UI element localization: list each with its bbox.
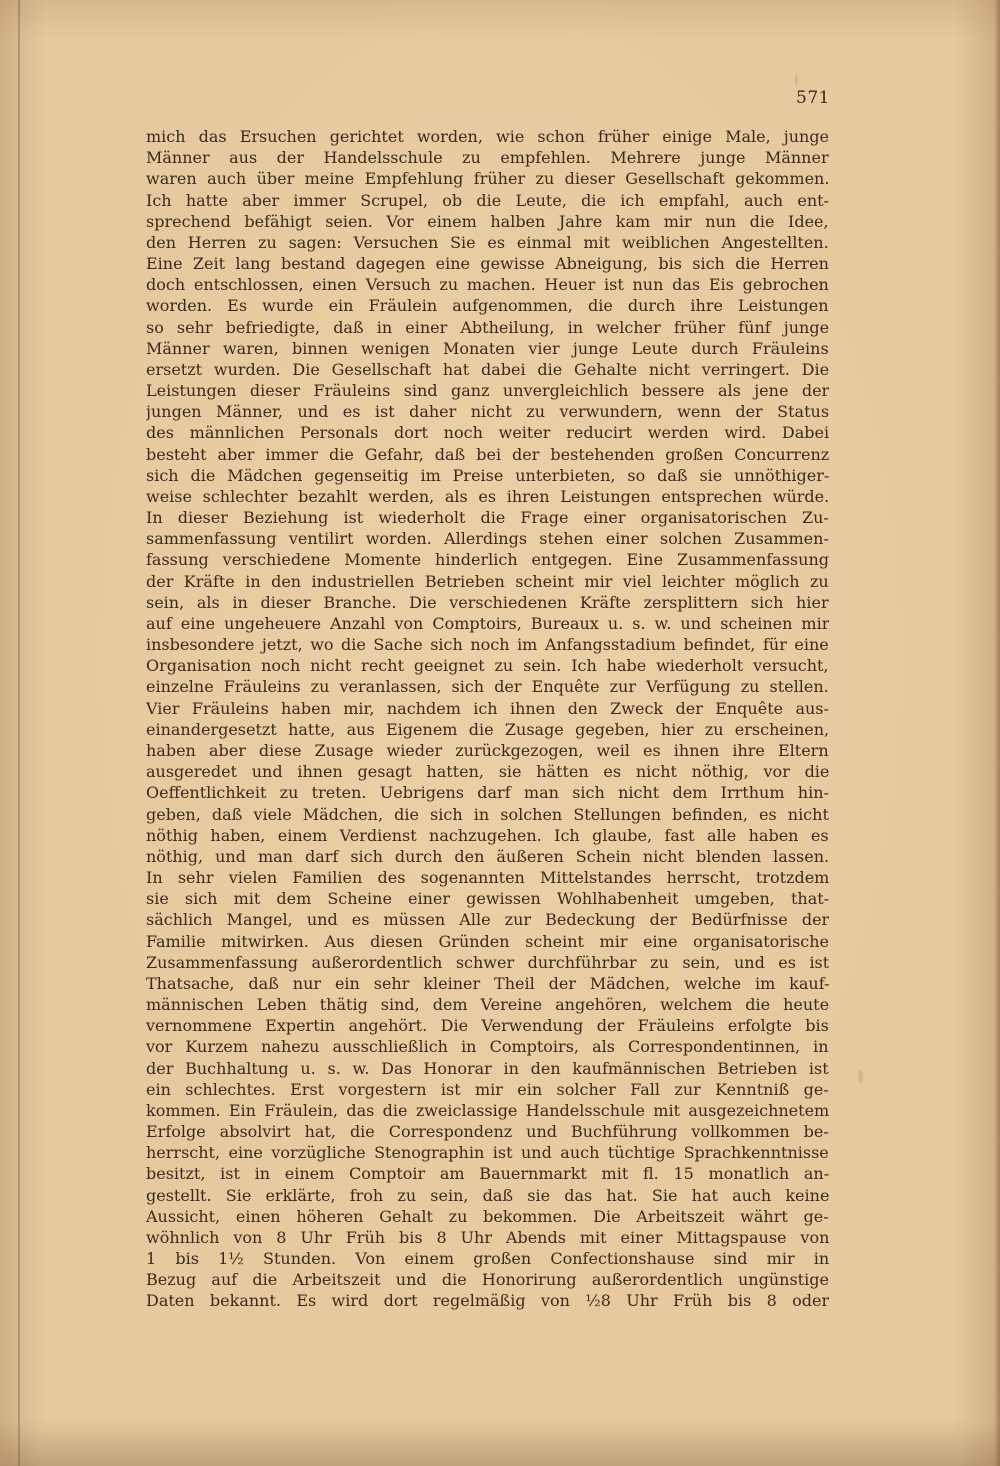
text-line: besteht aber immer die Gefahr, daß bei der bestehenden großen Concurrenz — [146, 444, 829, 464]
text-line: sächlich Mangel, und es müssen Alle zur Bedeckung der Bedürfnisse der — [146, 910, 829, 930]
text-line: der Kräfte in den industriellen Betrieben scheint mir viel leichter möglich zu — [146, 571, 829, 591]
text-line: Leistungen dieser Fräuleins sind ganz unvergleichlich bessere als jene der — [146, 381, 829, 401]
text-line: einandergesetzt hatte, aus Eigenem die Zusage gegeben, hier zu erscheinen, — [146, 719, 829, 739]
text-line: sammenfassung ventilirt worden. Allerdings stehen einer solchen Zusammen- — [146, 529, 829, 549]
text-line: gestellt. Sie erklärte, froh zu sein, daß sie das hat. Sie hat auch keine — [146, 1185, 829, 1205]
text-line: auf eine ungeheuere Anzahl von Comptoirs, Bureaux u. s. w. und scheinen mir — [146, 613, 829, 633]
text-line: Aussicht, einen höheren Gehalt zu bekommen. Die Arbeitszeit währt ge- — [146, 1206, 829, 1226]
text-line: haben aber diese Zusage wieder zurückgezogen, weil es ihnen ihre Eltern — [146, 740, 829, 760]
text-line: waren auch über meine Empfehlung früher zu dieser Gesellschaft gekommen. — [146, 169, 829, 189]
text-line: so sehr befriedigte, daß in einer Abtheilung, in welcher früher fünf junge — [146, 317, 829, 337]
text-line: einzelne Fräuleins zu veranlassen, sich der Enquête zur Verfügung zu stellen. — [146, 677, 829, 697]
text-line: Daten bekannt. Es wird dort regelmäßig von ½8 Uhr Früh bis 8 oder — [146, 1291, 829, 1311]
text-line: Thatsache, daß nur ein sehr kleiner Theil der Mädchen, welche im kauf- — [146, 973, 829, 993]
text-line: geben, daß viele Mädchen, die sich in solchen Stellungen befinden, es nicht — [146, 804, 829, 824]
text-line: den Herren zu sagen: Versuchen Sie es einmal mit weiblichen Angestellten. — [146, 232, 829, 252]
text-line: ersetzt wurden. Die Gesellschaft hat dabei die Gehalte nicht verringert. Die — [146, 359, 829, 379]
text-line: besitzt, ist in einem Comptoir am Bauernmarkt mit fl. 15 monatlich an- — [146, 1164, 829, 1184]
text-line: sich die Mädchen gegenseitig im Preise unterbieten, so daß sie unnöthiger- — [146, 465, 829, 485]
text-line: nöthig, und man darf sich durch den äußeren Schein nicht blenden lassen. — [146, 846, 829, 866]
text-line: kommen. Ein Fräulein, das die zweiclassige Handelsschule mit ausgezeichnetem — [146, 1100, 829, 1120]
page-edge-shadow — [994, 0, 1000, 1466]
text-line: jungen Männer, und es ist daher nicht zu verwundern, wenn der Status — [146, 402, 829, 422]
text-line: wöhnlich von 8 Uhr Früh bis 8 Uhr Abends mit einer Mittagspause von — [146, 1227, 829, 1247]
text-line: Oeffentlichkeit zu treten. Uebrigens darf man sich nicht dem Irrthum hin- — [146, 783, 829, 803]
text-line: insbesondere jetzt, wo die Sache sich noch im Anfangsstadium befindet, für eine — [146, 635, 829, 655]
text-line: worden. Es wurde ein Fräulein aufgenommen, die durch ihre Leistungen — [146, 296, 829, 316]
paper-stain — [858, 1070, 863, 1084]
text-line: Eine Zeit lang bestand dagegen eine gewisse Abneigung, bis sich die Herren — [146, 254, 829, 274]
text-line: vernommene Expertin angehört. Die Verwendung der Fräuleins erfolgte bis — [146, 1016, 829, 1036]
text-line: ein schlechtes. Erst vorgestern ist mir ein solcher Fall zur Kenntniß ge- — [146, 1079, 829, 1099]
page-number: 571 — [796, 88, 830, 108]
text-line: Männer waren, binnen wenigen Monaten vier junge Leute durch Fräuleins — [146, 338, 829, 358]
text-line: Männer aus der Handelsschule zu empfehlen. Mehrere junge Männer — [146, 148, 829, 168]
text-line: mich das Ersuchen gerichtet worden, wie schon früher einige Male, junge — [146, 127, 829, 146]
text-line: Organisation noch nicht recht geeignet zu sein. Ich habe wiederholt versucht, — [146, 656, 829, 676]
text-line: In sehr vielen Familien des sogenannten Mittelstandes herrscht, trotzdem — [146, 868, 829, 888]
text-line: Vier Fräuleins haben mir, nachdem ich ihnen den Zweck der Enquête aus- — [146, 698, 829, 718]
text-line: vor Kurzem nahezu ausschließlich in Comptoirs, als Correspondentinnen, in — [146, 1037, 829, 1057]
text-line: doch entschlossen, einen Versuch zu machen. Heuer ist nun das Eis gebrochen — [146, 275, 829, 295]
text-line: sie sich mit dem Scheine einer gewissen Wohlhabenheit umgeben, that- — [146, 889, 829, 909]
text-line: In dieser Beziehung ist wiederholt die Frage einer organisatorischen Zu- — [146, 508, 829, 528]
text-line: der Buchhaltung u. s. w. Das Honorar in den kaufmännischen Betrieben ist — [146, 1058, 829, 1078]
text-line: fassung verschiedene Momente hinderlich entgegen. Eine Zusammenfassung — [146, 550, 829, 570]
text-line: Bezug auf die Arbeitszeit und die Honorirung außerordentlich ungünstige — [146, 1270, 829, 1290]
text-line: 1 bis 1½ Stunden. Von einem großen Confectionshause sind mir in — [146, 1249, 829, 1269]
paper-stain — [795, 74, 798, 86]
text-line: Ich hatte aber immer Scrupel, ob die Leute, die ich empfahl, auch ent- — [146, 190, 829, 210]
text-line: sein, als in dieser Branche. Die verschiedenen Kräfte zersplittern sich hier — [146, 592, 829, 612]
text-line: Erfolge absolvirt hat, die Correspondenz und Buchführung vollkommen be- — [146, 1122, 829, 1142]
text-line: ausgeredet und ihnen gesagt hatten, sie hätten es nicht nöthig, vor die — [146, 762, 829, 782]
body-text — [146, 126, 829, 1312]
text-line: nöthig haben, einem Verdienst nachzugehen. Ich glaube, fast alle haben es — [146, 825, 829, 845]
text-line: männischen Leben thätig sind, dem Vereine angehören, welchem die heute — [146, 995, 829, 1015]
text-line: herrscht, eine vorzügliche Stenographin ist und auch tüchtige Sprachkenntnisse — [146, 1143, 829, 1163]
text-line: sprechend befähigt seien. Vor einem halben Jahre kam mir nun die Idee, — [146, 211, 829, 231]
binding-edge — [18, 0, 20, 1466]
text-line: Zusammenfassung außerordentlich schwer durchführbar zu sein, und es ist — [146, 952, 829, 972]
text-line: des männlichen Personals dort noch weiter reducirt werden wird. Dabei — [146, 423, 829, 443]
text-line: weise schlechter bezahlt werden, als es ihren Leistungen entsprechen würde. — [146, 486, 829, 506]
text-line: Familie mitwirken. Aus diesen Gründen scheint mir eine organisatorische — [146, 931, 829, 951]
